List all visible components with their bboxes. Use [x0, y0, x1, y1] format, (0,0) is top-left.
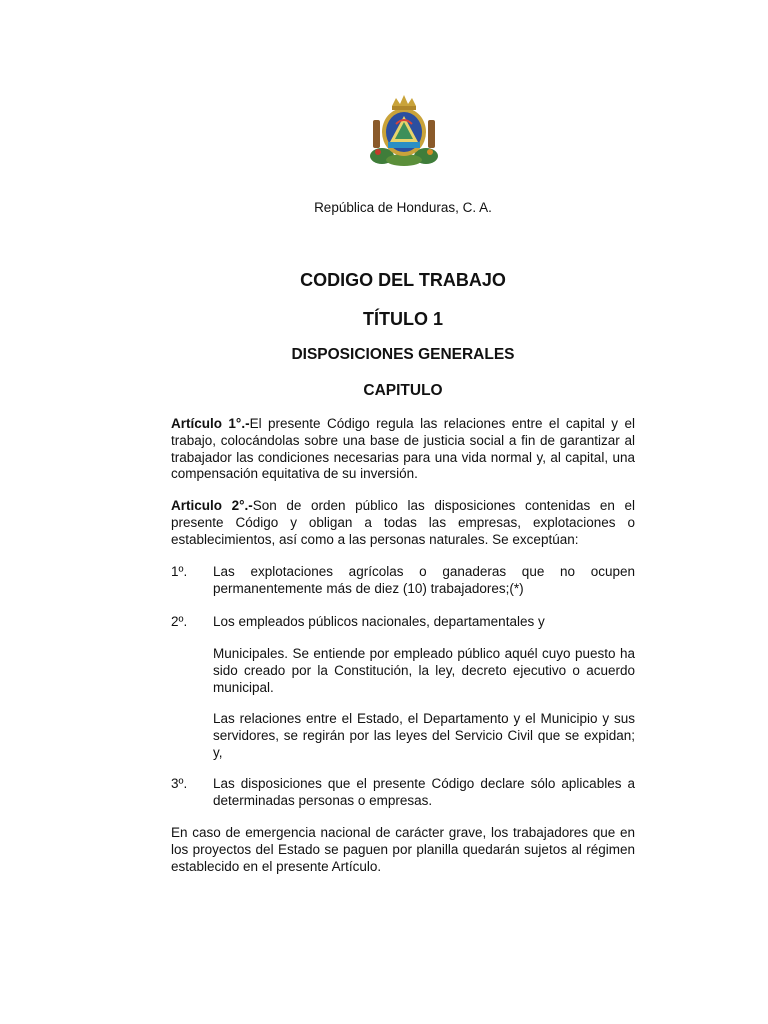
titulo-heading: TÍTULO 1 — [363, 309, 443, 329]
article-1 — [171, 416, 635, 483]
article-1-label: Artículo 1°.- — [171, 416, 250, 431]
exception-subparagraph: Las relaciones entre el Estado, el Departamento y el Municipio y sus servidores, se regirán por las leyes del Servicio Civil que se expidan; y, — [213, 711, 635, 760]
article-1-text: El presente Código regula las relaciones entre el capital y el trabajo, colocándolas sobre una base de justicia social a fin de garantizar al trabajador las condiciones necesarias para una vida normal y, al capital, una compensación equitativa de su inversión. — [171, 416, 635, 482]
exception-number: 2º. — [171, 614, 188, 629]
document-title: CODIGO DEL TRABAJO — [300, 270, 506, 290]
article-2 — [171, 498, 635, 548]
exception-text: Los empleados públicos nacionales, departamentales y — [213, 614, 545, 629]
coat-of-arms-emblem — [370, 92, 438, 168]
exception-text: Las disposiciones que el presente Código declare sólo aplicables a determinadas personas o empresas. — [213, 776, 635, 808]
exception-number: 3º. — [171, 776, 188, 791]
exception-number: 1º. — [171, 564, 188, 579]
section-heading: DISPOSICIONES GENERALES — [291, 346, 515, 363]
chapter-heading: CAPITULO — [363, 382, 443, 399]
exception-text: Las explotaciones agrícolas o ganaderas que no ocupen permanentemente más de diez (10) trabajadores;(*) — [213, 564, 635, 596]
exception-subparagraph: Municipales. Se entiende por empleado público aquél cuyo puesto ha sido creado por la Constitución, la ley, decreto ejecutivo o acuerdo municipal. — [213, 646, 635, 695]
article-2-label: Articulo 2°.- — [171, 498, 253, 513]
closing-paragraph: En caso de emergencia nacional de carácter grave, los trabajadores que en los proyectos del Estado se paguen por planilla quedarán sujetos al régimen establecido en el presente Artículo. — [171, 825, 635, 874]
country-header: República de Honduras, C. A. — [314, 200, 492, 215]
article-2-text: Son de orden público las disposiciones contenidas en el presente Código y obligan a todas las empresas, explotaciones o establecimientos, así como a las personas naturales. Se exceptúan: — [171, 498, 636, 547]
